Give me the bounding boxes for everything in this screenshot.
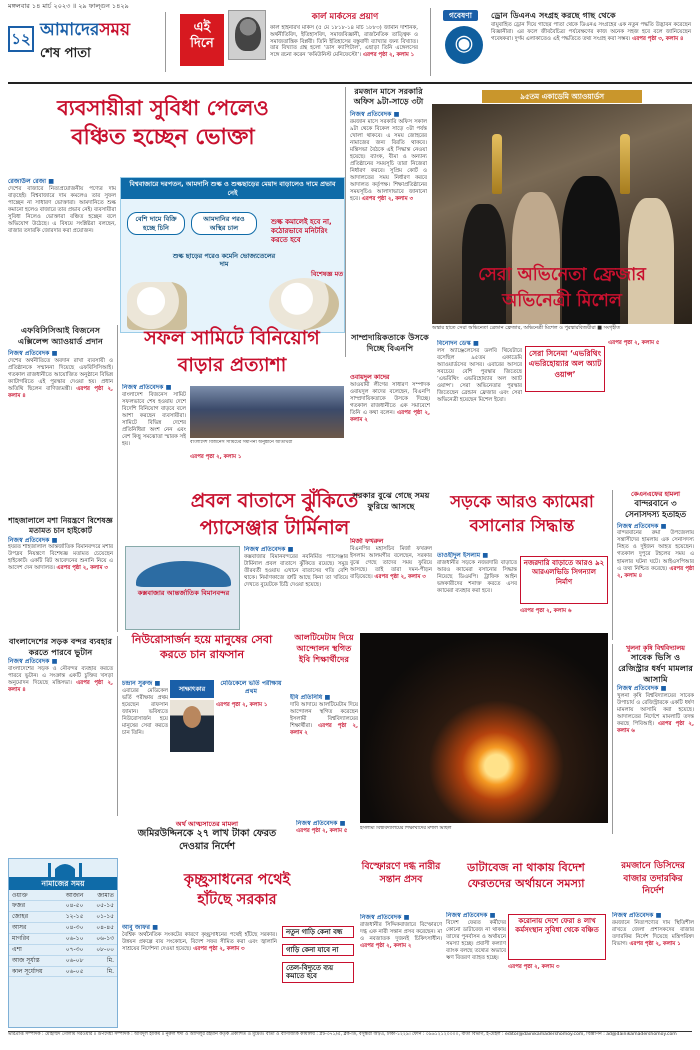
jamiruddin-headline[interactable]: জমিরউদ্দিনকে ২৭ লাখ টাকা ফেরত দেওয়ার নির্দেশ [137, 828, 277, 852]
fbcci-body [8, 358, 113, 400]
prayer-name: মাগরিব [9, 933, 56, 944]
research-tag: গবেষণা [443, 10, 478, 21]
research-text: বায়ুবাহিত ড্রোন দিয়ে গাছের পাতা থেকে ডিএনএ সংগ্রহের এক নতুন পদ্ধতি উদ্ভাবন করেছেন বিজ্ঞানীরা। এর ফলে জীববৈচিত্র্য পর্যবেক্ষণের কাজ অনেক সহজ হবে বলে জানিয়েছেন গবেষকরা। দুর্গম এলাকাতেও এই পদ্ধতিতে তথ্য সংগ্রহ করা সম্ভব। [491, 22, 691, 43]
prayer-azan: ০৪-৫০ [56, 901, 87, 912]
this-day-continue[interactable]: এরপর পৃষ্ঠা ২, কলাম ১ [362, 52, 415, 58]
bandarban-text: বান্দরবানের রুমা উপজেলায় সন্ত্রাসীদের হামলায় এক সেনাসদস্য নিহত ও দুইজন আহত হয়েছেন। গতকাল দুপুরে টহলের সময় এ হামলার ঘটনা ঘটে। আইএসপিআর এ তথ্য নিশ্চিত করেছে। [617, 530, 694, 572]
bandarban-headline[interactable]: বান্দরবানে ৩ সেনাসদস্য হতাহত [625, 498, 686, 520]
oscar-headline[interactable] [432, 262, 692, 332]
market-byline: নিজস্ব প্রতিবেদক ■ [612, 912, 662, 919]
fire-caption: ইসলামী বিশ্ববিদ্যালয়ের শিক্ষার্থীদের মশাল মিছিল [360, 826, 452, 831]
prayer-col-jamat: জামাত [86, 890, 117, 900]
prayer-azan: ০৪-৩০ [56, 923, 87, 934]
govt-headline[interactable]: সরকার বুঝে গেছে সময় ফুরিয়ে আসছে [352, 490, 430, 512]
communal-continue[interactable]: এরপর পৃষ্ঠা ২, কলাম ২ [350, 410, 430, 424]
neuro-byline: চন্দ্রান সুরুজ ■ [122, 680, 161, 687]
khulna-body [617, 693, 694, 735]
govt-text: বিএনপির মহাসচিব মির্জা ফখরুল ইসলাম আলমগীর বলেছেন, সরকার বুঝে গেছে তাদের সময় ফুরিয়ে আসছে। তাই তারা দমন-পীড়ন বাড়িয়েছে। [350, 546, 432, 581]
summit-continue[interactable]: এরপর পৃষ্ঠা ২, কলাম ১ [190, 454, 242, 460]
shahjalal-headline[interactable]: শাহজালালে মশা নিয়ন্ত্রণে বিশেষজ্ঞ মতামত চান হাইকোর্ট [8, 516, 113, 536]
govt-continue[interactable]: এরপর পৃষ্ঠা ২, কলাম ৩ [374, 574, 426, 581]
portrait-head [183, 706, 201, 728]
summit-body [122, 384, 186, 484]
database-headline[interactable]: ডাটাবেজ না থাকায় বিদেশ ফেরতদের অর্থায়নে সমস্যা [467, 860, 585, 890]
prayer-col-azan: আজান [56, 890, 87, 900]
rafsan-portrait [170, 700, 214, 752]
bandarban-byline: নিজস্ব প্রতিবেদক ■ [617, 522, 667, 530]
database-text: বিদেশ ফেরত কর্মীদের কোনো ডাটাবেজ না থাকায় তাদের পুনর্বাসন ও অর্থায়নে সমস্যা হচ্ছে। প্রবাসী কল্যাণ ব্যাংক বলছে তথ্যের অভাবে ঋণ বিতরণ ব্যাহত হচ্ছে। [446, 920, 506, 962]
prayer-name: আজ সূর্যাস্ত [9, 955, 56, 966]
khulna-continue[interactable]: এরপর পৃষ্ঠা ২, কলাম ৬ [617, 721, 694, 735]
prayer-col-name: ওয়াক্ত [9, 890, 56, 900]
explosion-continue[interactable]: এরপর পৃষ্ঠা ২, কলাম ২ [360, 943, 412, 950]
explosion-byline: নিজস্ব প্রতিবেদক ■ [360, 914, 410, 921]
research-continue[interactable]: এরপর পৃষ্ঠা ৩, কলাম ৪ [632, 36, 684, 43]
oscar-headline-line2: অভিনেত্রী মিশেল [502, 291, 622, 312]
communal-headline[interactable]: সাম্প্রদায়িকতাকে উসকে দিচ্ছে বিএনপি [351, 332, 429, 354]
table-row [9, 933, 117, 944]
summit-photo[interactable] [190, 386, 344, 438]
ramadan-office-byline: নিজস্ব প্রতিবেদক ■ [350, 110, 400, 118]
shahjalal-body [8, 544, 113, 572]
bandarban-body [617, 530, 694, 579]
marx-portrait [228, 10, 266, 60]
prayer-jamat: ০৬-১৩ [86, 933, 117, 944]
jamiruddin-body [296, 820, 356, 866]
lead-headline[interactable] [8, 93, 318, 175]
bhutan-body [8, 666, 113, 694]
ib-headline[interactable]: আলটিমেটাম দিয়ে আন্দোলন স্থগিত ইবি শিক্ষার্থীদের [294, 632, 354, 665]
ramadan-office-story [345, 87, 427, 357]
lead-body [8, 178, 116, 320]
logo-part-2: সময় [99, 20, 130, 40]
summit-headline[interactable] [122, 325, 342, 375]
section-title: শেষ পাতা [40, 46, 91, 61]
bandarban-story [612, 490, 694, 640]
jamiruddin-continue[interactable]: এরপর পৃষ্ঠা ২, কলাম ৫ [296, 828, 348, 835]
prayer-jamat: মি. [86, 955, 117, 966]
prayer-times-table [9, 890, 117, 977]
oscar-byline: বিনোদন ডেস্ক ■ [437, 340, 479, 347]
shahjalal-continue[interactable]: এরপর পৃষ্ঠা ২, কলাম ৩ [56, 565, 108, 572]
torch-rally-photo[interactable] [360, 633, 608, 823]
prayer-times-box [8, 858, 118, 1028]
ramadan-office-continue[interactable]: এরপর পৃষ্ঠা ২, কলাম ৩ [361, 195, 413, 202]
database-body [446, 912, 506, 1028]
oscar-banner: ৯৫তম একাডেমি অ্যাওয়ার্ডস [482, 90, 642, 103]
shahjalal-story [8, 516, 118, 632]
shahjalal-byline: নিজস্ব প্রতিবেদক ■ [8, 536, 58, 544]
oscar-caption: অস্কার হাতে সেরা অভিনেতা ব্রেন্ডান ফ্রেজার, অভিনেত্রী মিশেল ও পুরস্কারবিজয়ীরা ■ সংগৃহীত [432, 325, 621, 331]
dateline: মঙ্গলবার ১৪ মার্চ ২০২৩ ॥ ২৯ ফাল্গুন ১৪২৯ [8, 2, 129, 10]
table-row [9, 923, 117, 934]
rice-image [269, 278, 339, 330]
ramadan-office-headline[interactable]: রমজান মাসে সরকারি অফিস ৯টা-সাড়ে ৩টা [353, 87, 424, 107]
camera-signal-box: নজরদারি বাড়াতে আরও ৯২ আরএলভিডি সিগন্যাল নির্মাণ [520, 556, 608, 604]
shahjalal-text: হযরত শাহজালাল আন্তর্জাতিক বিমানবন্দরে মশার উপদ্রব নিয়ন্ত্রণে বিশেষজ্ঞ মতামত চেয়েছেন হাইকোর্ট। একটি রিট আবেদনের শুনানি নিয়ে এ আদেশ দেন আদালত। [8, 544, 113, 572]
oscar-text: লস অ্যাঞ্জেলেসের ডলবি থিয়েটারে বসেছিল ৯৫তম একাডেমি অ্যাওয়ার্ডসের আসর। এবারের আসরে সবচেয়ে বেশি পুরস্কার জিতেছে ‘এভরিথিং এভরিহোয়্যার অল অ্যাট ওয়ান্স’। সেরা অভিনেতার পুরস্কার জিতেছেন ব্রেন্ডান ফ্রেজার এবং সেরা অভিনেত্রী হয়েছেন মিশেল ইয়ো। [437, 348, 522, 404]
prayer-azan: ০৬-১০ [56, 933, 87, 944]
prayer-name: জোহর [9, 912, 56, 923]
neuro-continue-block [216, 702, 286, 814]
database-box: করোনায় দেশে ফেরা ৪ লাখ কর্মসংস্থান সুবিধা থেকে বঞ্চিত [508, 914, 606, 960]
lead-byline: রেজাউল রেজা ■ [8, 178, 55, 185]
jamiruddin-byline: নিজস্ব প্রতিবেদক ■ [296, 820, 346, 827]
terminal-roof [136, 561, 231, 587]
imprint-footer: ভারপ্রাপ্ত সম্পাদক : মোহাম্মদ গোলাম সরওয়ার ॥ উপদেষ্টা সম্পাদক : আবদুল হাকিম ॥ নুরুল হুদা ও আদিলুর রহমান কর্তৃক প্রকাশিত ও মুদ্রিত। বার্তা ও বাণিজ্যিক কার্যালয় : প্লট-৩৭১/এ, ব্লক-ডি, বসুন্ধরা আ/এ, ঢাকা-১২২৯। ফোন : ০৯৬১২১২০০০০, বার্তা বিভাগ, ই-মেইল : editor@dainikamadershomoy.com, বিজ্ঞাপন : ad@dainikamadershomoy.com [8, 1031, 692, 1047]
camera-continue-block [520, 608, 608, 628]
khulna-story [612, 644, 694, 834]
research-body [491, 22, 691, 74]
austerity-bullet-2: গাড়ি কেনা যাবে না [282, 944, 354, 956]
fbcci-headline[interactable]: এফবিসিসিআই বিজনেস এক্সিলেন্স অ্যাওয়ার্ড প্রদান [18, 325, 103, 347]
prayer-azan: ১২-১৫ [56, 912, 87, 923]
jamiruddin-story [122, 820, 292, 868]
fbcci-story [8, 325, 118, 525]
terminal-headline-line2: প্যাসেঞ্জার টার্মিনাল [199, 516, 350, 540]
prayer-name: আসর [9, 923, 56, 934]
summit-headline-line2: বাড়ার প্রত্যাশা [177, 353, 287, 375]
austerity-headline-line1: কৃচ্ছ্রসাধনের পথেই [183, 871, 291, 888]
khulna-tag: খুলনা কৃষি বিশ্ববিদ্যালয় [626, 644, 685, 652]
prayer-azan: ০৬-০৮ [56, 955, 87, 966]
ramadan-office-body [350, 119, 427, 203]
bhutan-story [8, 636, 118, 816]
this-day-badge: এই দিনে [180, 14, 224, 66]
terminal-body [244, 546, 348, 630]
ib-body [290, 694, 358, 814]
research-block [430, 8, 692, 76]
austerity-headline-line2: হাঁটছে সরকার [197, 891, 277, 909]
summit-continue-block [190, 454, 344, 484]
govt-body [350, 538, 432, 630]
eye-icon: ◉ [445, 26, 483, 64]
neuro-subtag: মেডিকেলে ভর্তি পরীক্ষায় প্রথম [220, 680, 282, 696]
prayer-azan: ০৬-০৫ [56, 966, 87, 977]
austerity-continue[interactable]: এরপর পৃষ্ঠা ২, কলাম ৩ [193, 946, 245, 953]
bandarban-continue[interactable]: এরপর পৃষ্ঠা ২, কলাম ৪ [617, 565, 694, 579]
price-infobox [120, 177, 345, 333]
market-continue[interactable]: এরপর পৃষ্ঠা ২, কলাম ১ [629, 941, 681, 948]
summit-byline: নিজস্ব প্রতিবেদক ■ [122, 384, 172, 391]
this-day-text: কার্ল হাইনরিখ মার্কস (৫ মে ১৮১৮-১৪ মার্চ ১৮৮৩) জার্মান দার্শনিক, অর্থনীতিবিদ, ইতিহাসবিদ, সমাজবিজ্ঞানী, রাজনৈতিক তাত্ত্বিক ও সমাজতান্ত্রিক বিপ্লবী। তিনি ইতিহাসের বস্তুবাদী ব্যাখ্যার জন্য বিখ্যাত। তার বিখ্যাত গ্রন্থ হলো ‘ডাস ক্যাপিটাল’, এছাড়া তিনি এঙ্গেলসের সঙ্গে রচনা করেন ‘কমিউনিস্ট মেনিফেস্টো’। [270, 25, 418, 58]
header-rule [8, 82, 692, 84]
khulna-byline: নিজস্ব প্রতিবেদক ■ [617, 685, 667, 693]
table-row [9, 966, 117, 977]
database-continue[interactable]: এরপর পৃষ্ঠা ২, কলাম ৩ [508, 964, 560, 970]
prayer-jamat: ০৮-০০ [86, 944, 117, 955]
portrait-face [235, 17, 261, 51]
infobox-title: বিশ্ববাজারে দরপতন, আমদানি শুল্ক ও শুল্কছাড়ের মেয়াদ বাড়ালেও দামে প্রভাব নেই [121, 178, 344, 199]
newspaper-logo[interactable] [40, 20, 130, 41]
prayer-jamat: ০৫-১৫ [86, 901, 117, 912]
prayer-name: ফজর [9, 901, 56, 912]
oscar-body-2 [608, 340, 692, 480]
communal-text: আওয়ামী লীগের সাধারণ সম্পাদক ওবায়দুল কাদের বলেছেন, বিএনপি সাম্প্রদায়িকতাকে উসকে দিচ্ছে। গতকাল রাজধানীতে এক সমাবেশে তিনি এ কথা বলেন। [350, 382, 430, 417]
jamiruddin-tag: অর্থ আত্মসাতের মামলা [175, 820, 239, 828]
fbcci-continue[interactable]: এরপর পৃষ্ঠা ২, কলাম ৪ [8, 385, 113, 399]
prayer-jamat: ০১-১৫ [86, 912, 117, 923]
expert-label: বিশেষজ্ঞ মত [311, 270, 343, 278]
oscar-statue-1 [492, 134, 502, 194]
terminal-headline-line1: প্রবল বাতাসে ঝুঁকিতে [190, 489, 359, 512]
research-title[interactable]: ড্রোন ডিএনএ সংগ্রহ করছে গাছ থেকে [491, 10, 616, 20]
summit-text: বাংলাদেশ বিজনেস সামিট সফলভাবে শেষ হওয়ায় দেশে বিদেশি বিনিয়োগ বাড়বে বলে আশা করছেন ব্যবসায়ীরা। সামিটে বিভিন্ন দেশের প্রতিনিধিরা অংশ নেন এবং বেশ কিছু সমঝোতা স্মারক সই হয়। [122, 392, 186, 448]
camera-body [437, 552, 517, 630]
austerity-body [122, 924, 277, 1028]
communal-byline: ওবায়দুল কাদের [350, 374, 390, 381]
summit-headline-line1: সফল সামিটে বিনিয়োগ [144, 327, 320, 349]
neuro-continue[interactable]: এরপর পৃষ্ঠা ২, কলাম ১ [216, 702, 268, 708]
bhutan-continue[interactable]: এরপর পৃষ্ঠা ২, কলাম ৪ [8, 679, 113, 693]
oscar-source: সংগৃহীত [603, 325, 621, 331]
oscar-statue-2 [620, 134, 630, 194]
this-day-body [270, 25, 418, 73]
communal-body [350, 374, 430, 484]
page-number: ১২ [8, 26, 34, 52]
oscar-headline-line1: সেরা অভিনেতা ফ্রেজার [478, 265, 646, 285]
fbcci-byline: নিজস্ব প্রতিবেদক ■ [8, 350, 58, 358]
airport-graphic [125, 546, 240, 630]
rice-pill: আমদানির পরও অস্থির চাল [191, 212, 257, 235]
interview-tag: সাক্ষাৎকার [170, 680, 214, 698]
bhutan-byline: নিজস্ব প্রতিবেদক ■ [8, 658, 58, 666]
camera-headline-line1: সড়কে আরও ক্যামেরা [450, 492, 594, 511]
table-row [9, 944, 117, 955]
database-byline: নিজস্ব প্রতিবেদক ■ [446, 912, 496, 919]
market-headline[interactable]: রমজানে ডিসিদের বাজার তদারকির নির্দেশ [621, 861, 685, 897]
khulna-headline[interactable]: সাবেক ভিসি ও রেজিস্ট্রার ধর্ষণ মামলার আসামি [618, 652, 693, 685]
table-row [9, 955, 117, 966]
oscar-continue[interactable]: এরপর পৃষ্ঠা ২, কলাম ৫ [608, 340, 660, 346]
market-body [612, 912, 694, 1028]
table-row [9, 912, 117, 923]
fbcci-text: দেশের অর্থনীতিতে অবদান রাখা ব্যবসায়ী ও প্রতিষ্ঠানকে সম্মাননা দিয়েছে এফবিসিসিআই। গতকাল রাজধানীতে আয়োজিত অনুষ্ঠানে বিভিন্ন ক্যাটাগরিতে এই পুরস্কার দেওয়া হয়। প্রধান অতিথি ছিলেন বাণিজ্যমন্ত্রী। [8, 357, 113, 392]
explosion-body [360, 914, 442, 1028]
lead-headline-line1: ব্যবসায়ীরা সুবিধা পেলেও [57, 95, 269, 120]
database-continue-block [508, 964, 606, 1028]
camera-headline[interactable] [437, 490, 607, 550]
monitoring-note: শুল্ক কমালেই হবে না, কঠোরভাবে মনিটরিং করতে হবে [271, 218, 332, 245]
austerity-headline[interactable] [122, 870, 352, 920]
summit-caption: বাংলাদেশ বিজনেস সামিটের সমাপনী অনুষ্ঠানে অতিথিরা [190, 440, 293, 445]
sugar-image [127, 282, 187, 330]
austerity-bullet-3: তেল-বিদ্যুতে ব্যয় কমাতে হবে [282, 962, 354, 983]
ib-text: দাবি আদায়ে আলটিমেটাম দিয়ে আন্দোলন স্থগিত করেছেন ইসলামী বিশ্ববিদ্যালয়ের শিক্ষার্থীরা। [290, 702, 358, 730]
mosque-icon [45, 859, 85, 877]
govt-byline: মির্জা ফখরুল [350, 538, 384, 545]
ramadan-office-text: রমজান মাসে সরকারি অফিস সকাল ৯টা থেকে বিকেল সাড়ে ৩টা পর্যন্ত খোলা থাকবে। এ সময় জোহরের নামাজের জন্য বিরতি থাকবে। মন্ত্রিসভা বৈঠকে এই সিদ্ধান্ত নেওয়া হয়েছে। ব্যাংক, বীমা ও অন্যান্য প্রতিষ্ঠানের সময়সূচি তারা নিজেরা নির্ধারণ করবে। সুপ্রিম কোর্ট ও আদালতের সময় নির্ধারণ করবে আদালত কর্তৃপক্ষ। শিক্ষাপ্রতিষ্ঠানের সময়সূচিও আলাদাভাবে জানানো হবে। [350, 118, 427, 202]
lead-headline-line2: বঞ্চিত হচ্ছেন ভোক্তা [71, 124, 255, 151]
neuro-text: এবারের মেডিকেল ভর্তি পরীক্ষায় প্রথম হয়েছেন রাফসান জামান। ভবিষ্যতে নিউরোসার্জন হয়ে মানুষের সেবা করতে চান তিনি। [122, 688, 168, 737]
table-row [9, 901, 117, 912]
oscar-body [437, 340, 522, 480]
terminal-byline: নিজস্ব প্রতিবেদক ■ [244, 546, 294, 553]
sugar-pill: বেশি দামে বিক্রি হচ্ছে চিনি [127, 212, 185, 235]
camera-text: রাজধানীর সড়কে নজরদারি বাড়াতে আরও ক্যামেরা বসানোর সিদ্ধান্ত নিয়েছে ডিএমপি। ট্রাফিক আইন ভঙ্গকারীদের শনাক্ত করতে এসব ক্যামেরা ব্যবহার করা হবে। [437, 560, 517, 595]
austerity-text: বৈশ্বিক অর্থনৈতিক সংকটের কারণে কৃচ্ছ্রসাধনের পথেই হাঁটছে সরকার। উন্নয়ন প্রকল্পে ব্যয় সংকোচন, বিদেশ সফর সীমিত করা এবং জ্বালানি সাশ্রয়ের নির্দেশনা দেওয়া হয়েছে। [122, 932, 277, 953]
ib-continue[interactable]: এরপর পৃষ্ঠা ২, কলাম ২ [290, 723, 358, 737]
khulna-text: খুলনা কৃষি বিশ্ববিদ্যালয়ের সাবেক উপাচার্য ও রেজিস্ট্রারকে একটি ধর্ষণ মামলায় আসামি করা হয়েছে। আদালতের নির্দেশে মামলাটি তদন্ত করছে পিবিআই। [617, 692, 694, 727]
camera-byline: তাওহীদুল ইসলাম ■ [437, 552, 489, 559]
prayer-azan: ০৭-৩০ [56, 944, 87, 955]
neuro-headline[interactable]: নিউরোসার্জন হয়ে মানুষের সেবা করতে চান রাফসান [131, 633, 273, 662]
market-text: রমজানে নিত্যপণ্যের দাম স্থিতিশীল রাখতে জেলা প্রশাসকদের বাজার তদারকির নির্দেশ দিয়েছে মন্ত্রিপরিষদ বিভাগ। [612, 920, 694, 948]
ib-byline: ইবি প্রতিনিধি ■ [290, 694, 331, 701]
lead-text: দেশের বাজারে নিত্যপ্রয়োজনীয় পণ্যের দাম বাড়ছেই। বিশ্ববাজারে দাম কমলেও তার সুফল পাচ্ছেন না সাধারণ ভোক্তারা। আমদানিতে শুল্ক কমানো হলেও বাজারে তার প্রভাব নেই। ব্যবসায়ীরা সুবিধা নিলেও ভোক্তারা বঞ্চিত হচ্ছেন বলে অভিযোগ উঠেছে। এ বিষয়ে সংশ্লিষ্টরা বলছেন, বাজার তদারকি জোরদার করা প্রয়োজন। [8, 186, 116, 235]
prayer-jamat: ০৪-৪৫ [86, 923, 117, 934]
this-day-title[interactable]: কার্ল মার্কসের প্রয়াণ [311, 12, 379, 22]
oil-note: শুল্ক ছাড়ের পরেও কমেনি ভোজ্যতেলের দাম [172, 252, 276, 269]
prayer-times-title: নামাজের সময় [9, 877, 117, 890]
bhutan-headline[interactable]: বাংলাদেশের সড়ক বন্দর ব্যবহার করতে পারবে ভুটান [9, 636, 112, 658]
explosion-text: রাজধানীর সিদ্দিকবাজারে বিস্ফোরণে দগ্ধ এক নারী সন্তান প্রসব করেছেন। মা ও নবজাতক দুজনই চিকিৎসাধীন। [360, 922, 442, 943]
prayer-header-row [9, 890, 117, 900]
austerity-byline: আবু জাফর ■ [122, 924, 159, 931]
prayer-jamat: মি. [86, 966, 117, 977]
prayer-name: কাল সূর্যোদয় [9, 966, 56, 977]
explosion-headline[interactable]: বিস্ফোরণে দগ্ধ নারীর সন্তান প্রসব [361, 861, 441, 886]
terminal-text: কক্সবাজার বিমানবন্দরের নবনির্মিত প্যাসেঞ্জার টার্মিনাল প্রবল বাতাসে ঝুঁকিতে রয়েছে। সমুদ্র তীরবর্তী হওয়ায় এখানে বাতাসের গতি বেশি থাকে। নির্মাণকাজে ত্রুটি আছে কিনা তা খতিয়ে দেখতে বুয়েটকে চিঠি দেওয়া হয়েছে। [244, 554, 348, 589]
oscar-caption-text: অস্কার হাতে সেরা অভিনেতা ব্রেন্ডান ফ্রেজার, অভিনেত্রী মিশেল ও পুরস্কারবিজয়ীরা [432, 325, 596, 331]
camera-continue[interactable]: এরপর পৃষ্ঠা ২, কলাম ৬ [520, 608, 572, 614]
logo-part-1: আমাদের [40, 20, 100, 40]
bhutan-text: বাংলাদেশের সড়ক ও নৌবন্দর ব্যবহার করতে পারবে ভুটান। এ সংক্রান্ত একটি চুক্তির খসড়া অনুমোদন দিয়েছে মন্ত্রিসভা। [8, 665, 113, 686]
austerity-bullet-1: নতুন গাড়ি কেনা বন্ধ [282, 926, 354, 938]
prayer-name: এশা [9, 944, 56, 955]
neuro-body [122, 680, 168, 814]
bandarban-tag: কেএনএফের হামলা [631, 490, 680, 498]
airport-label: কক্সবাজার আন্তর্জাতিক বিমানবন্দর [137, 589, 230, 597]
camera-headline-line2: বসানোর সিদ্ধান্ত [469, 515, 575, 535]
masthead [8, 12, 166, 72]
oscar-best-film-box: সেরা সিনেমা ‘এভরিথিং এভরিহোয়্যার অল অ্যাট ওয়ান্স’ [525, 346, 605, 392]
